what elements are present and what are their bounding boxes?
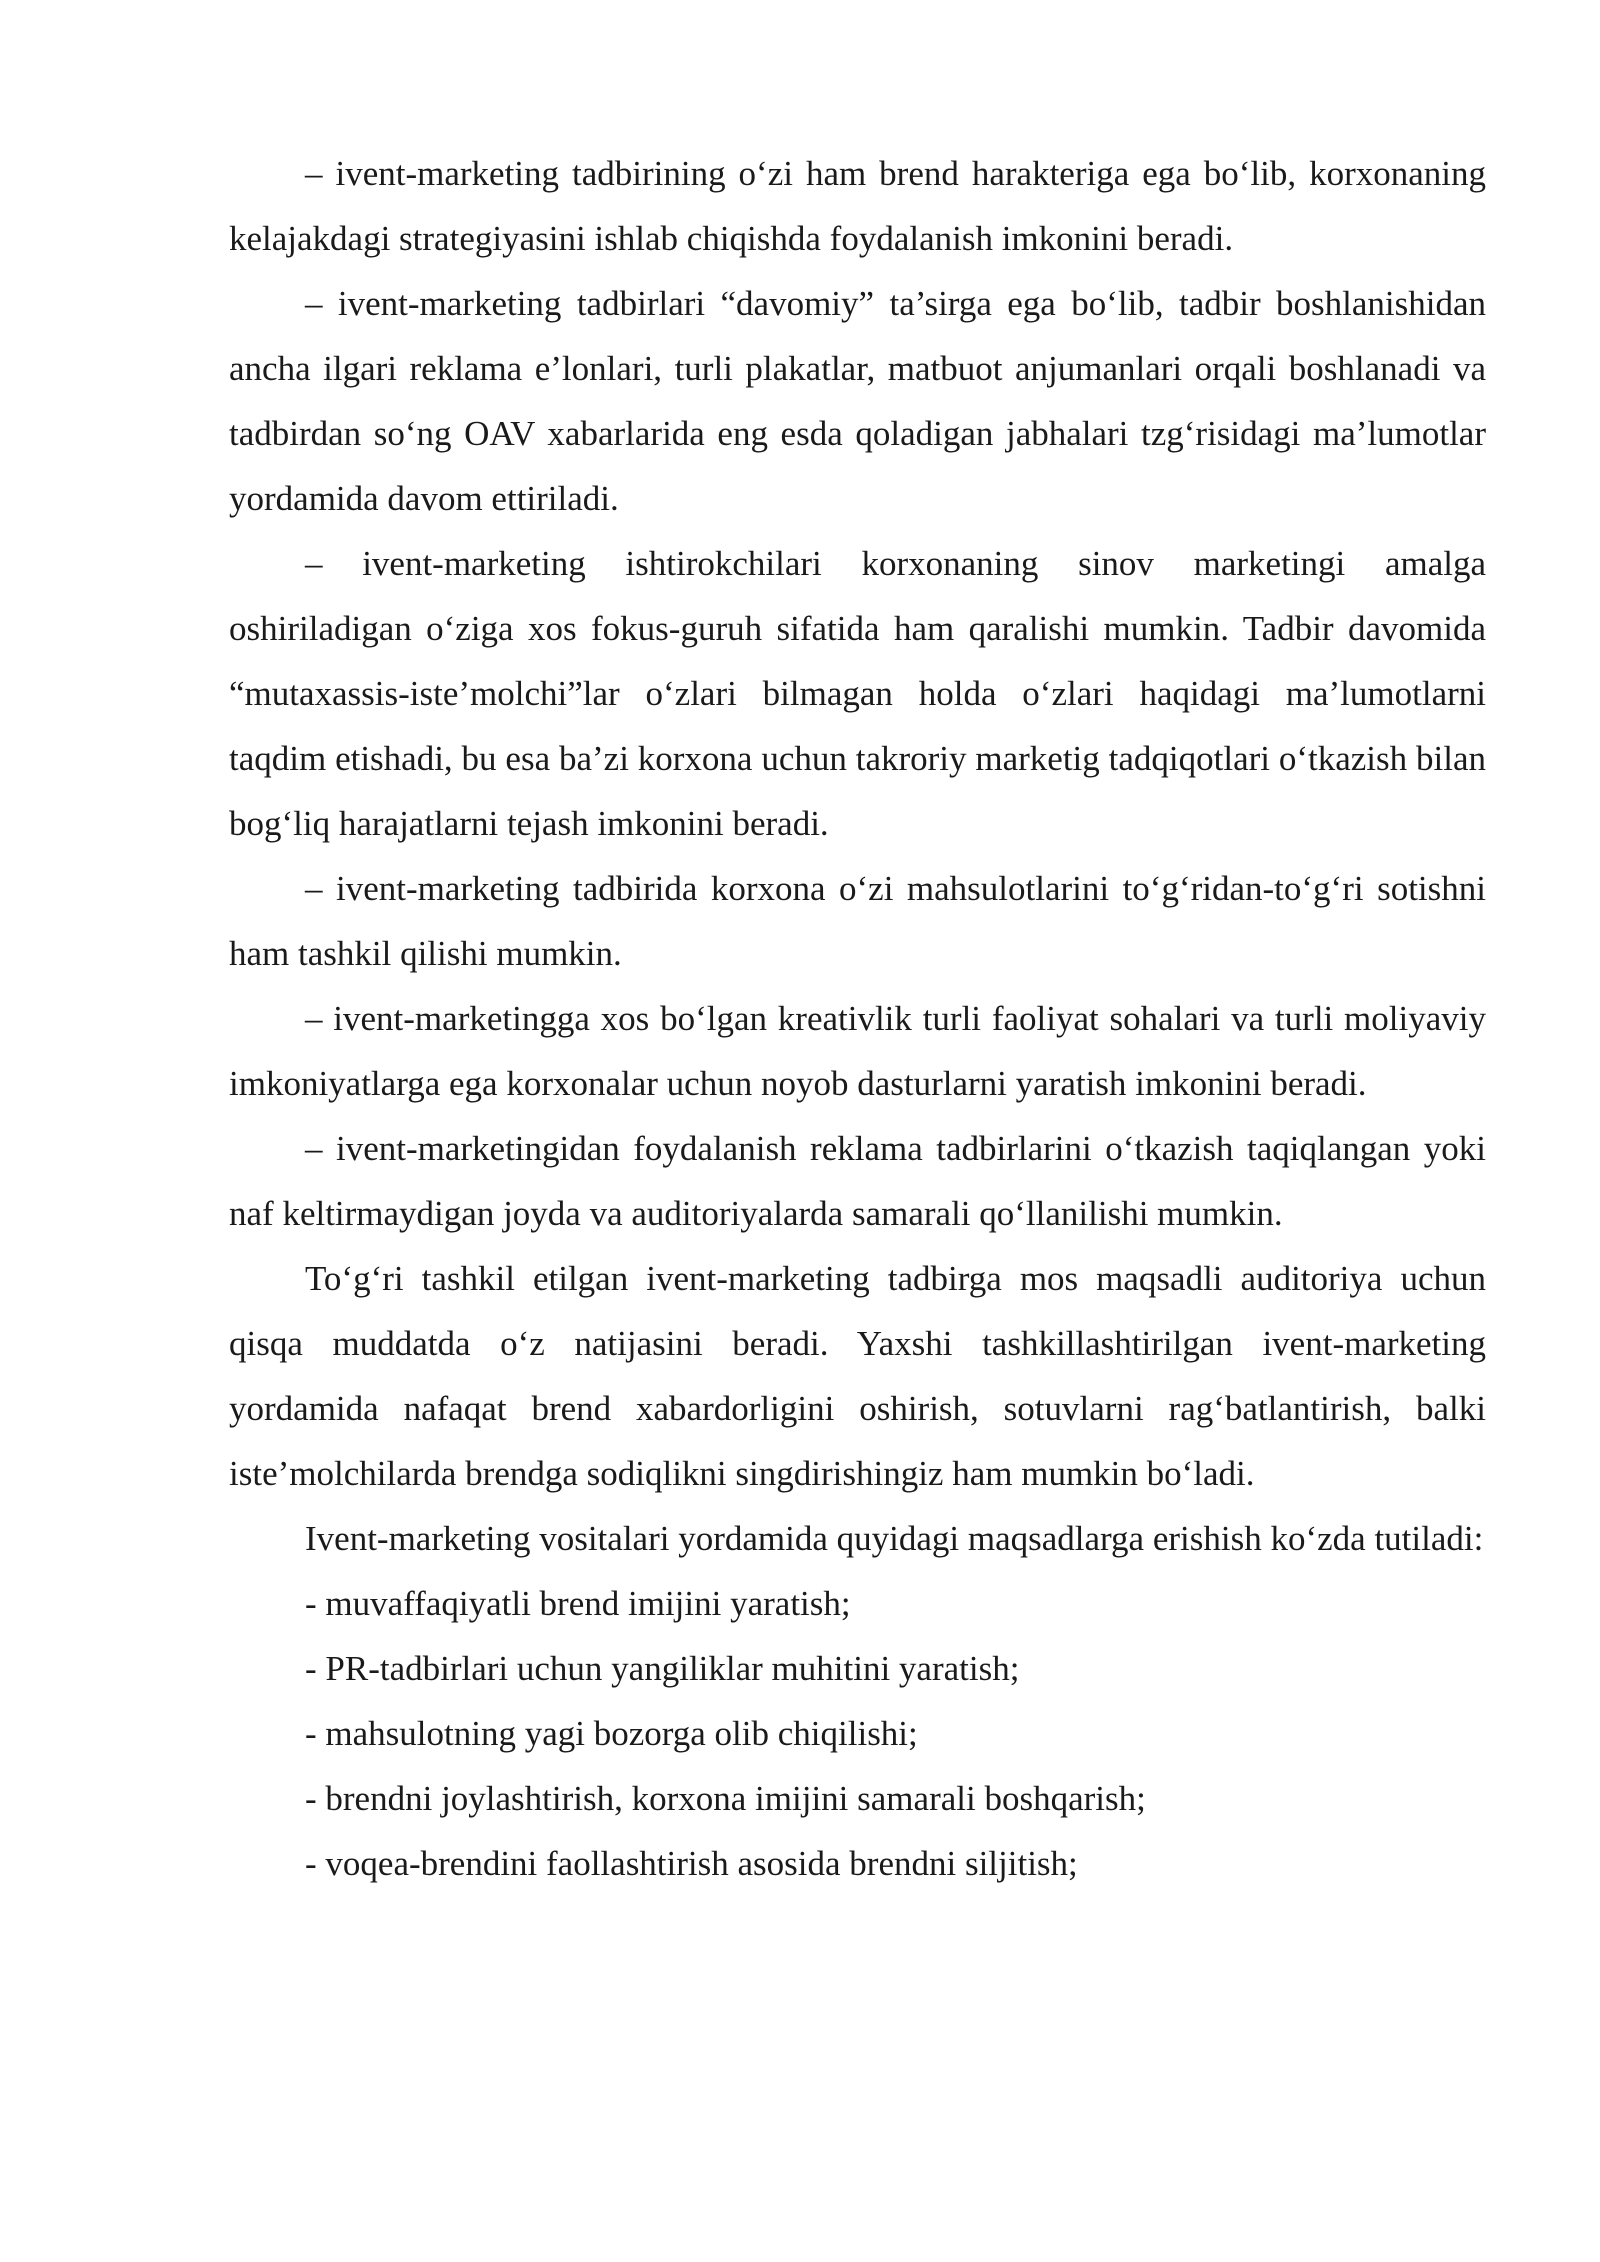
list-item-pr-news: - PR-tadbirlari uchun yangiliklar muhitini yaratish; — [305, 1649, 1020, 1688]
paragraph-well-organized-event: To‘g‘ri tashkil etilgan ivent-marketing tadbirga mos maqsadli auditoriya uchun qisqa muddatda o‘z natijasini beradi. Yaxshi tashkillashtirilgan ivent-marketing yordamida nafaqat brend xabardorligini oshirish, sotuvlarni rag‘batlantirish, balki iste’molchilarda brendga sodiqlikni singdirishingiz ham mumkin bo‘ladi. — [229, 1259, 1486, 1493]
paragraph-brand-character: – ivent-marketing tadbirining o‘zi ham brend harakteriga ega bo‘lib, korxonaning kelajakdagi strategiyasini ishlab chiqishda foydalanish imkonini beradi. — [229, 154, 1486, 258]
paragraph-focus-group: – ivent-marketing ishtirokchilari korxonaning sinov marketingi amalga oshiriladigan o‘ziga xos fokus-guruh sifatida ham qaralishi mumkin. Tadbir davomida “mutaxassis-iste’molchi”lar o‘zlari bilmagan holda o‘zlari haqidagi ma’lumotlarni taqdim etishadi, bu esa ba’zi korxona uchun takroriy marketig tadqiqotlari o‘tkazish bilan bog‘liq harajatlarni tejash imkonini beradi. — [229, 544, 1486, 843]
paragraph-continuous-impact: – ivent-marketing tadbirlari “davomiy” ta’sirga ega bo‘lib, tadbir boshlanishidan ancha ilgari reklama e’lonlari, turli plakatlar, matbuot anjumanlari orqali boshlanadi va tadbirdan so‘ng OAV xabarlarida eng esda qoladigan jabhalari tzg‘risidagi ma’lumotlar yordamida davom ettiriladi. — [229, 284, 1486, 518]
paragraph-creativity: – ivent-marketingga xos bo‘lgan kreativlik turli faoliyat sohalari va turli moliyaviy imkoniyatlarga ega korxonalar uchun noyob dasturlarni yaratish imkonini beradi. — [229, 999, 1486, 1103]
list-item-brand-promotion: - voqea-brendini faollashtirish asosida brendni siljitish; — [305, 1844, 1078, 1883]
paragraph-direct-sales: – ivent-marketing tadbirida korxona o‘zi mahsulotlarini to‘g‘ridan-to‘g‘ri sotishni ham tashkil qilishi mumkin. — [229, 869, 1486, 973]
paragraph-restricted-venues: – ivent-marketingidan foydalanish reklama tadbirlarini o‘tkazish taqiqlangan yoki naf keltirmaydigan joyda va auditoriyalarda samarali qo‘llanilishi mumkin. — [229, 1129, 1486, 1233]
list-item-brand-image: - muvaffaqiyatli brend imijini yaratish; — [305, 1584, 851, 1623]
list-item-new-market: - mahsulotning yagi bozorga olib chiqilishi; — [305, 1714, 918, 1753]
list-item-brand-placement: - brendni joylashtirish, korxona imijini samarali boshqarish; — [305, 1779, 1146, 1818]
paragraph-goals-intro: Ivent-marketing vositalari yordamida quyidagi maqsadlarga erishish ko‘zda tutiladi: — [305, 1519, 1484, 1558]
document-page — [229, 141, 1486, 1896]
